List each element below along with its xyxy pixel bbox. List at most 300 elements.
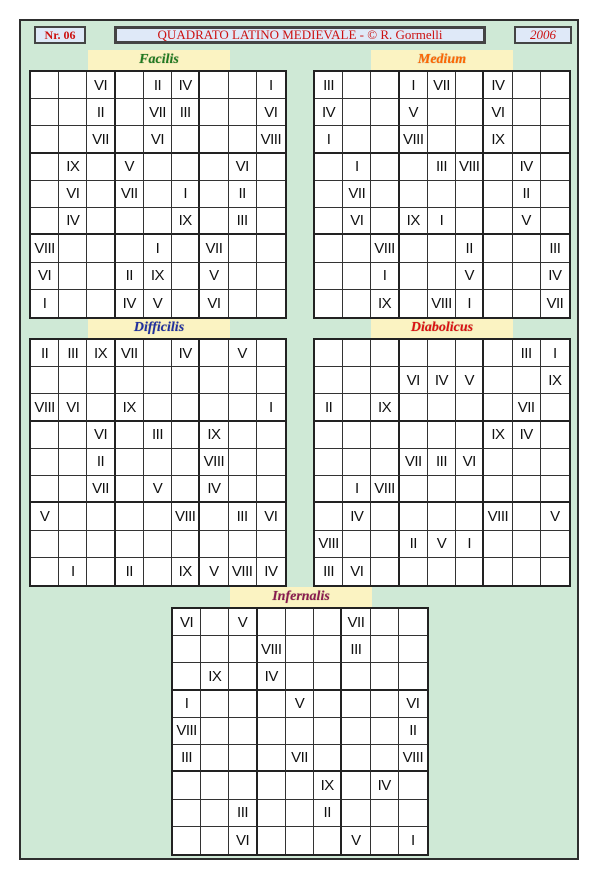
grid-cell[interactable] — [200, 531, 228, 558]
grid-cell[interactable]: IX — [371, 290, 399, 317]
grid-cell[interactable] — [484, 290, 512, 317]
grid-cell[interactable]: IV — [343, 503, 371, 530]
grid-cell[interactable]: IV — [371, 772, 399, 799]
grid-cell[interactable] — [399, 772, 427, 799]
grid-cell[interactable] — [172, 531, 200, 558]
grid-cell[interactable]: IX — [371, 394, 399, 421]
grid-cell[interactable] — [172, 290, 200, 317]
grid-cell[interactable]: VII — [546, 294, 564, 312]
grid-cell[interactable] — [116, 72, 144, 99]
grid-cell[interactable]: VI — [343, 208, 371, 235]
grid-cell[interactable] — [428, 503, 456, 530]
grid-cell[interactable]: IV — [428, 367, 456, 394]
grid-cell[interactable] — [229, 422, 257, 449]
grid-cell[interactable] — [200, 503, 228, 530]
grid-cell[interactable] — [315, 476, 343, 503]
grid-cell[interactable] — [456, 126, 484, 153]
grid-cell[interactable] — [116, 208, 144, 235]
grid-cell[interactable] — [315, 235, 343, 262]
grid-cell[interactable] — [31, 531, 59, 558]
grid-cell[interactable]: VII — [87, 476, 115, 503]
grid-cell[interactable]: VII — [116, 340, 144, 367]
grid-cell[interactable] — [59, 290, 87, 317]
grid-cell[interactable] — [484, 263, 512, 290]
grid-cell[interactable] — [484, 154, 512, 181]
grid-cell[interactable]: IX — [87, 340, 115, 367]
grid-cell[interactable] — [257, 340, 285, 367]
grid-cell[interactable] — [513, 99, 541, 126]
grid-cell[interactable]: I — [144, 235, 172, 262]
grid-cell[interactable] — [314, 663, 342, 690]
grid-cell[interactable]: VI — [59, 394, 87, 421]
grid-cell[interactable] — [31, 181, 59, 208]
grid-cell[interactable]: IX — [144, 263, 172, 290]
grid-cell[interactable]: V — [116, 154, 144, 181]
grid-cell[interactable]: III — [428, 154, 456, 181]
grid-cell[interactable] — [257, 476, 285, 503]
grid-cell[interactable] — [456, 181, 484, 208]
grid-cell[interactable]: VI — [343, 558, 371, 585]
grid-cell[interactable]: IX — [314, 772, 342, 799]
grid-cell[interactable] — [87, 154, 115, 181]
grid-cell[interactable]: IV — [200, 476, 228, 503]
grid-cell[interactable]: IV — [258, 663, 286, 690]
grid-cell[interactable] — [513, 558, 541, 585]
grid-cell[interactable]: V — [456, 263, 484, 290]
grid-cell[interactable] — [31, 558, 59, 585]
grid-cell[interactable]: VI — [87, 72, 115, 99]
grid-cell[interactable] — [229, 290, 257, 317]
grid-cell[interactable] — [59, 72, 87, 99]
grid-cell[interactable]: IX — [116, 394, 144, 421]
grid-cell[interactable]: V — [144, 290, 172, 317]
grid-cell[interactable] — [173, 772, 201, 799]
grid-cell[interactable] — [257, 367, 285, 394]
grid-cell[interactable] — [343, 422, 371, 449]
grid-cell[interactable] — [229, 235, 257, 262]
grid-cell[interactable]: II — [31, 340, 59, 367]
grid-cell[interactable] — [59, 367, 87, 394]
grid-cell[interactable] — [31, 154, 59, 181]
grid-cell[interactable]: I — [315, 126, 343, 153]
grid-cell[interactable]: III — [229, 800, 257, 827]
grid-cell[interactable]: VII — [200, 235, 228, 262]
grid-cell[interactable] — [371, 636, 399, 663]
grid-cell[interactable] — [173, 636, 201, 663]
grid-cell[interactable] — [513, 263, 541, 290]
grid-cell[interactable] — [314, 827, 342, 854]
grid-cell[interactable] — [428, 394, 456, 421]
grid-cell[interactable] — [371, 718, 399, 745]
grid-cell[interactable] — [172, 235, 200, 262]
grid-cell[interactable] — [456, 72, 484, 99]
grid-cell[interactable] — [484, 476, 512, 503]
grid-cell[interactable] — [541, 181, 569, 208]
grid-cell[interactable]: II — [399, 718, 427, 745]
grid-cell[interactable] — [371, 531, 399, 558]
grid-cell[interactable]: VII — [343, 181, 371, 208]
grid-cell[interactable] — [484, 394, 512, 421]
grid-cell[interactable] — [31, 208, 59, 235]
grid-cell[interactable] — [541, 449, 569, 476]
grid-cell[interactable] — [286, 827, 314, 854]
grid-cell[interactable] — [314, 691, 342, 718]
grid-cell[interactable]: VII — [286, 745, 314, 772]
grid-cell[interactable] — [258, 827, 286, 854]
grid-cell[interactable]: VI — [257, 503, 285, 530]
grid-cell[interactable] — [59, 476, 87, 503]
grid-cell[interactable]: V — [428, 531, 456, 558]
grid-cell[interactable] — [200, 394, 228, 421]
grid-cell[interactable]: VI — [173, 609, 201, 636]
grid-cell[interactable] — [257, 531, 285, 558]
grid-cell[interactable] — [116, 503, 144, 530]
grid-cell[interactable]: I — [172, 181, 200, 208]
grid-cell[interactable] — [201, 745, 229, 772]
grid-cell[interactable] — [315, 367, 343, 394]
grid-cell[interactable] — [314, 609, 342, 636]
grid-cell[interactable]: IV — [513, 154, 541, 181]
grid-cell[interactable]: III — [513, 340, 541, 367]
grid-cell[interactable]: II — [400, 531, 428, 558]
grid-cell[interactable] — [400, 154, 428, 181]
grid-cell[interactable] — [229, 663, 257, 690]
grid-cell[interactable]: V — [286, 691, 314, 718]
grid-cell[interactable] — [173, 663, 201, 690]
grid-cell[interactable] — [200, 340, 228, 367]
grid-cell[interactable]: VIII — [173, 718, 201, 745]
grid-cell[interactable] — [229, 394, 257, 421]
grid-cell[interactable] — [342, 800, 370, 827]
grid-cell[interactable] — [513, 126, 541, 153]
grid-cell[interactable] — [116, 476, 144, 503]
grid-cell[interactable] — [87, 503, 115, 530]
grid-cell[interactable] — [144, 208, 172, 235]
grid-cell[interactable]: I — [371, 263, 399, 290]
grid-cell[interactable] — [371, 745, 399, 772]
grid-cell[interactable] — [400, 476, 428, 503]
grid-cell[interactable] — [343, 531, 371, 558]
grid-cell[interactable] — [371, 800, 399, 827]
grid-cell[interactable] — [541, 394, 569, 421]
grid-cell[interactable] — [172, 263, 200, 290]
grid-cell[interactable] — [315, 154, 343, 181]
grid-cell[interactable] — [229, 72, 257, 99]
grid-cell[interactable]: VI — [229, 154, 257, 181]
grid-cell[interactable] — [59, 422, 87, 449]
grid-cell[interactable] — [59, 99, 87, 126]
grid-cell[interactable] — [172, 154, 200, 181]
grid-cell[interactable] — [513, 476, 541, 503]
grid-cell[interactable] — [513, 72, 541, 99]
grid-cell[interactable] — [343, 340, 371, 367]
grid-cell[interactable] — [229, 263, 257, 290]
grid-cell[interactable] — [343, 99, 371, 126]
grid-cell[interactable]: V — [342, 827, 370, 854]
grid-cell[interactable] — [257, 263, 285, 290]
grid-cell[interactable]: IV — [484, 72, 512, 99]
grid-cell[interactable] — [371, 827, 399, 854]
grid-cell[interactable] — [229, 772, 257, 799]
grid-cell[interactable] — [144, 181, 172, 208]
grid-cell[interactable]: III — [428, 449, 456, 476]
grid-cell[interactable] — [144, 367, 172, 394]
grid-cell[interactable] — [400, 422, 428, 449]
grid-cell[interactable]: III — [229, 208, 257, 235]
grid-cell[interactable] — [484, 558, 512, 585]
grid-cell[interactable] — [258, 691, 286, 718]
grid-cell[interactable] — [201, 636, 229, 663]
grid-cell[interactable]: VIII — [399, 745, 427, 772]
grid-cell[interactable] — [144, 531, 172, 558]
grid-cell[interactable]: VII — [400, 449, 428, 476]
grid-cell[interactable] — [541, 126, 569, 153]
grid-cell[interactable]: VIII — [31, 394, 59, 421]
grid-cell[interactable] — [229, 636, 257, 663]
grid-cell[interactable] — [87, 235, 115, 262]
grid-cell[interactable] — [257, 290, 285, 317]
grid-cell[interactable] — [59, 531, 87, 558]
grid-cell[interactable] — [456, 476, 484, 503]
grid-cell[interactable] — [343, 449, 371, 476]
grid-cell[interactable] — [258, 718, 286, 745]
grid-cell[interactable] — [200, 181, 228, 208]
grid-cell[interactable]: VII — [116, 181, 144, 208]
grid-cell[interactable] — [172, 476, 200, 503]
grid-cell[interactable] — [342, 663, 370, 690]
grid-cell[interactable] — [116, 367, 144, 394]
grid-cell[interactable] — [315, 422, 343, 449]
grid-cell[interactable] — [371, 154, 399, 181]
grid-cell[interactable] — [87, 394, 115, 421]
grid-cell[interactable] — [144, 558, 172, 585]
grid-cell[interactable]: VI — [31, 263, 59, 290]
grid-cell[interactable] — [428, 99, 456, 126]
grid-cell[interactable] — [31, 422, 59, 449]
grid-cell[interactable] — [172, 422, 200, 449]
grid-cell[interactable] — [258, 609, 286, 636]
grid-cell[interactable]: IX — [200, 422, 228, 449]
grid-cell[interactable] — [428, 126, 456, 153]
grid-cell[interactable] — [286, 772, 314, 799]
grid-cell[interactable] — [201, 772, 229, 799]
grid-cell[interactable] — [541, 99, 569, 126]
grid-cell[interactable] — [456, 340, 484, 367]
grid-cell[interactable]: VII — [144, 99, 172, 126]
grid-cell[interactable]: V — [229, 340, 257, 367]
grid-cell[interactable]: I — [428, 208, 456, 235]
grid-cell[interactable] — [201, 800, 229, 827]
grid-cell[interactable] — [59, 263, 87, 290]
grid-cell[interactable] — [172, 449, 200, 476]
grid-cell[interactable] — [428, 422, 456, 449]
grid-cell[interactable] — [399, 609, 427, 636]
grid-cell[interactable]: II — [229, 181, 257, 208]
grid-cell[interactable] — [484, 449, 512, 476]
grid-cell[interactable] — [484, 235, 512, 262]
grid-cell[interactable] — [541, 208, 569, 235]
grid-cell[interactable] — [315, 340, 343, 367]
grid-cell[interactable] — [144, 394, 172, 421]
grid-cell[interactable] — [286, 718, 314, 745]
grid-cell[interactable] — [59, 235, 87, 262]
grid-cell[interactable] — [513, 235, 541, 262]
grid-cell[interactable] — [229, 367, 257, 394]
grid-cell[interactable] — [229, 531, 257, 558]
grid-cell[interactable]: VIII — [400, 126, 428, 153]
grid-cell[interactable] — [201, 827, 229, 854]
grid-cell[interactable] — [400, 558, 428, 585]
grid-cell[interactable]: VI — [399, 691, 427, 718]
grid-cell[interactable] — [541, 558, 569, 585]
grid-cell[interactable]: VIII — [31, 235, 59, 262]
grid-cell[interactable] — [371, 340, 399, 367]
grid-cell[interactable] — [400, 394, 428, 421]
grid-cell[interactable]: II — [116, 558, 144, 585]
grid-cell[interactable]: VI — [400, 367, 428, 394]
grid-cell[interactable]: VI — [200, 290, 228, 317]
grid-cell[interactable] — [456, 394, 484, 421]
grid-cell[interactable] — [286, 636, 314, 663]
grid-cell[interactable] — [541, 422, 569, 449]
grid-cell[interactable] — [371, 422, 399, 449]
grid-cell[interactable] — [31, 72, 59, 99]
grid-cell[interactable] — [229, 718, 257, 745]
grid-cell[interactable] — [229, 691, 257, 718]
grid-cell[interactable]: V — [456, 367, 484, 394]
grid-cell[interactable]: II — [315, 394, 343, 421]
grid-cell[interactable]: III — [342, 636, 370, 663]
grid-cell[interactable] — [371, 449, 399, 476]
grid-cell[interactable]: II — [513, 181, 541, 208]
grid-cell[interactable] — [229, 99, 257, 126]
grid-cell[interactable] — [400, 235, 428, 262]
grid-cell[interactable] — [59, 449, 87, 476]
grid-cell[interactable] — [229, 126, 257, 153]
grid-cell[interactable]: III — [144, 422, 172, 449]
grid-cell[interactable] — [200, 126, 228, 153]
grid-cell[interactable] — [399, 663, 427, 690]
grid-cell[interactable] — [371, 609, 399, 636]
grid-cell[interactable]: III — [229, 503, 257, 530]
grid-cell[interactable] — [428, 476, 456, 503]
grid-cell[interactable] — [87, 263, 115, 290]
grid-cell[interactable] — [428, 340, 456, 367]
grid-cell[interactable]: I — [257, 394, 285, 421]
grid-cell[interactable]: II — [456, 235, 484, 262]
grid-cell[interactable] — [173, 827, 201, 854]
grid-cell[interactable]: III — [315, 72, 343, 99]
grid-cell[interactable] — [314, 745, 342, 772]
grid-cell[interactable] — [87, 208, 115, 235]
grid-cell[interactable] — [484, 340, 512, 367]
grid-cell[interactable]: III — [173, 745, 201, 772]
grid-cell[interactable]: V — [229, 609, 257, 636]
grid-cell[interactable]: IX — [484, 422, 512, 449]
grid-cell[interactable]: I — [456, 290, 484, 317]
grid-cell[interactable]: I — [400, 72, 428, 99]
grid-cell[interactable]: IV — [541, 263, 569, 290]
grid-cell[interactable]: I — [343, 154, 371, 181]
grid-cell[interactable]: V — [513, 208, 541, 235]
grid-cell[interactable]: VIII — [371, 235, 399, 262]
grid-cell[interactable] — [286, 609, 314, 636]
grid-cell[interactable] — [371, 558, 399, 585]
grid-cell[interactable]: VI — [144, 126, 172, 153]
grid-cell[interactable]: IV — [59, 208, 87, 235]
grid-cell[interactable]: VII — [87, 126, 115, 153]
grid-cell[interactable]: IX — [172, 558, 200, 585]
grid-cell[interactable] — [371, 503, 399, 530]
grid-cell[interactable] — [229, 449, 257, 476]
grid-cell[interactable] — [541, 72, 569, 99]
grid-cell[interactable] — [172, 367, 200, 394]
grid-cell[interactable]: V — [400, 99, 428, 126]
grid-cell[interactable] — [342, 718, 370, 745]
grid-cell[interactable] — [116, 422, 144, 449]
grid-cell[interactable] — [257, 422, 285, 449]
grid-cell[interactable]: I — [343, 476, 371, 503]
grid-cell[interactable] — [116, 99, 144, 126]
grid-cell[interactable]: III — [541, 235, 569, 262]
grid-cell[interactable] — [201, 718, 229, 745]
grid-cell[interactable]: VI — [87, 422, 115, 449]
grid-cell[interactable]: V — [144, 476, 172, 503]
grid-cell[interactable] — [513, 367, 541, 394]
grid-cell[interactable] — [257, 208, 285, 235]
grid-cell[interactable] — [116, 531, 144, 558]
grid-cell[interactable] — [371, 99, 399, 126]
grid-cell[interactable] — [59, 503, 87, 530]
grid-cell[interactable] — [343, 367, 371, 394]
grid-cell[interactable] — [200, 99, 228, 126]
grid-cell[interactable] — [172, 126, 200, 153]
grid-cell[interactable]: I — [31, 290, 59, 317]
grid-cell[interactable] — [513, 503, 541, 530]
grid-cell[interactable] — [116, 449, 144, 476]
grid-cell[interactable] — [315, 263, 343, 290]
grid-cell[interactable] — [456, 558, 484, 585]
grid-cell[interactable]: I — [541, 340, 569, 367]
grid-cell[interactable] — [257, 449, 285, 476]
grid-cell[interactable]: IX — [201, 663, 229, 690]
grid-cell[interactable] — [286, 663, 314, 690]
grid-cell[interactable] — [342, 691, 370, 718]
grid-cell[interactable] — [484, 531, 512, 558]
grid-cell[interactable]: IX — [172, 208, 200, 235]
grid-cell[interactable] — [144, 503, 172, 530]
grid-cell[interactable] — [342, 745, 370, 772]
grid-cell[interactable] — [400, 263, 428, 290]
grid-cell[interactable]: V — [200, 263, 228, 290]
grid-cell[interactable]: VIII — [456, 154, 484, 181]
grid-cell[interactable] — [31, 99, 59, 126]
grid-cell[interactable] — [343, 72, 371, 99]
grid-cell[interactable] — [456, 208, 484, 235]
grid-cell[interactable] — [456, 422, 484, 449]
grid-cell[interactable] — [315, 290, 343, 317]
grid-cell[interactable] — [399, 636, 427, 663]
grid-cell[interactable]: VI — [257, 99, 285, 126]
grid-cell[interactable]: VI — [484, 99, 512, 126]
grid-cell[interactable] — [342, 772, 370, 799]
grid-cell[interactable] — [400, 503, 428, 530]
grid-cell[interactable] — [371, 691, 399, 718]
grid-cell[interactable] — [315, 181, 343, 208]
grid-cell[interactable] — [343, 235, 371, 262]
grid-cell[interactable] — [428, 558, 456, 585]
grid-cell[interactable]: VIII — [229, 558, 257, 585]
